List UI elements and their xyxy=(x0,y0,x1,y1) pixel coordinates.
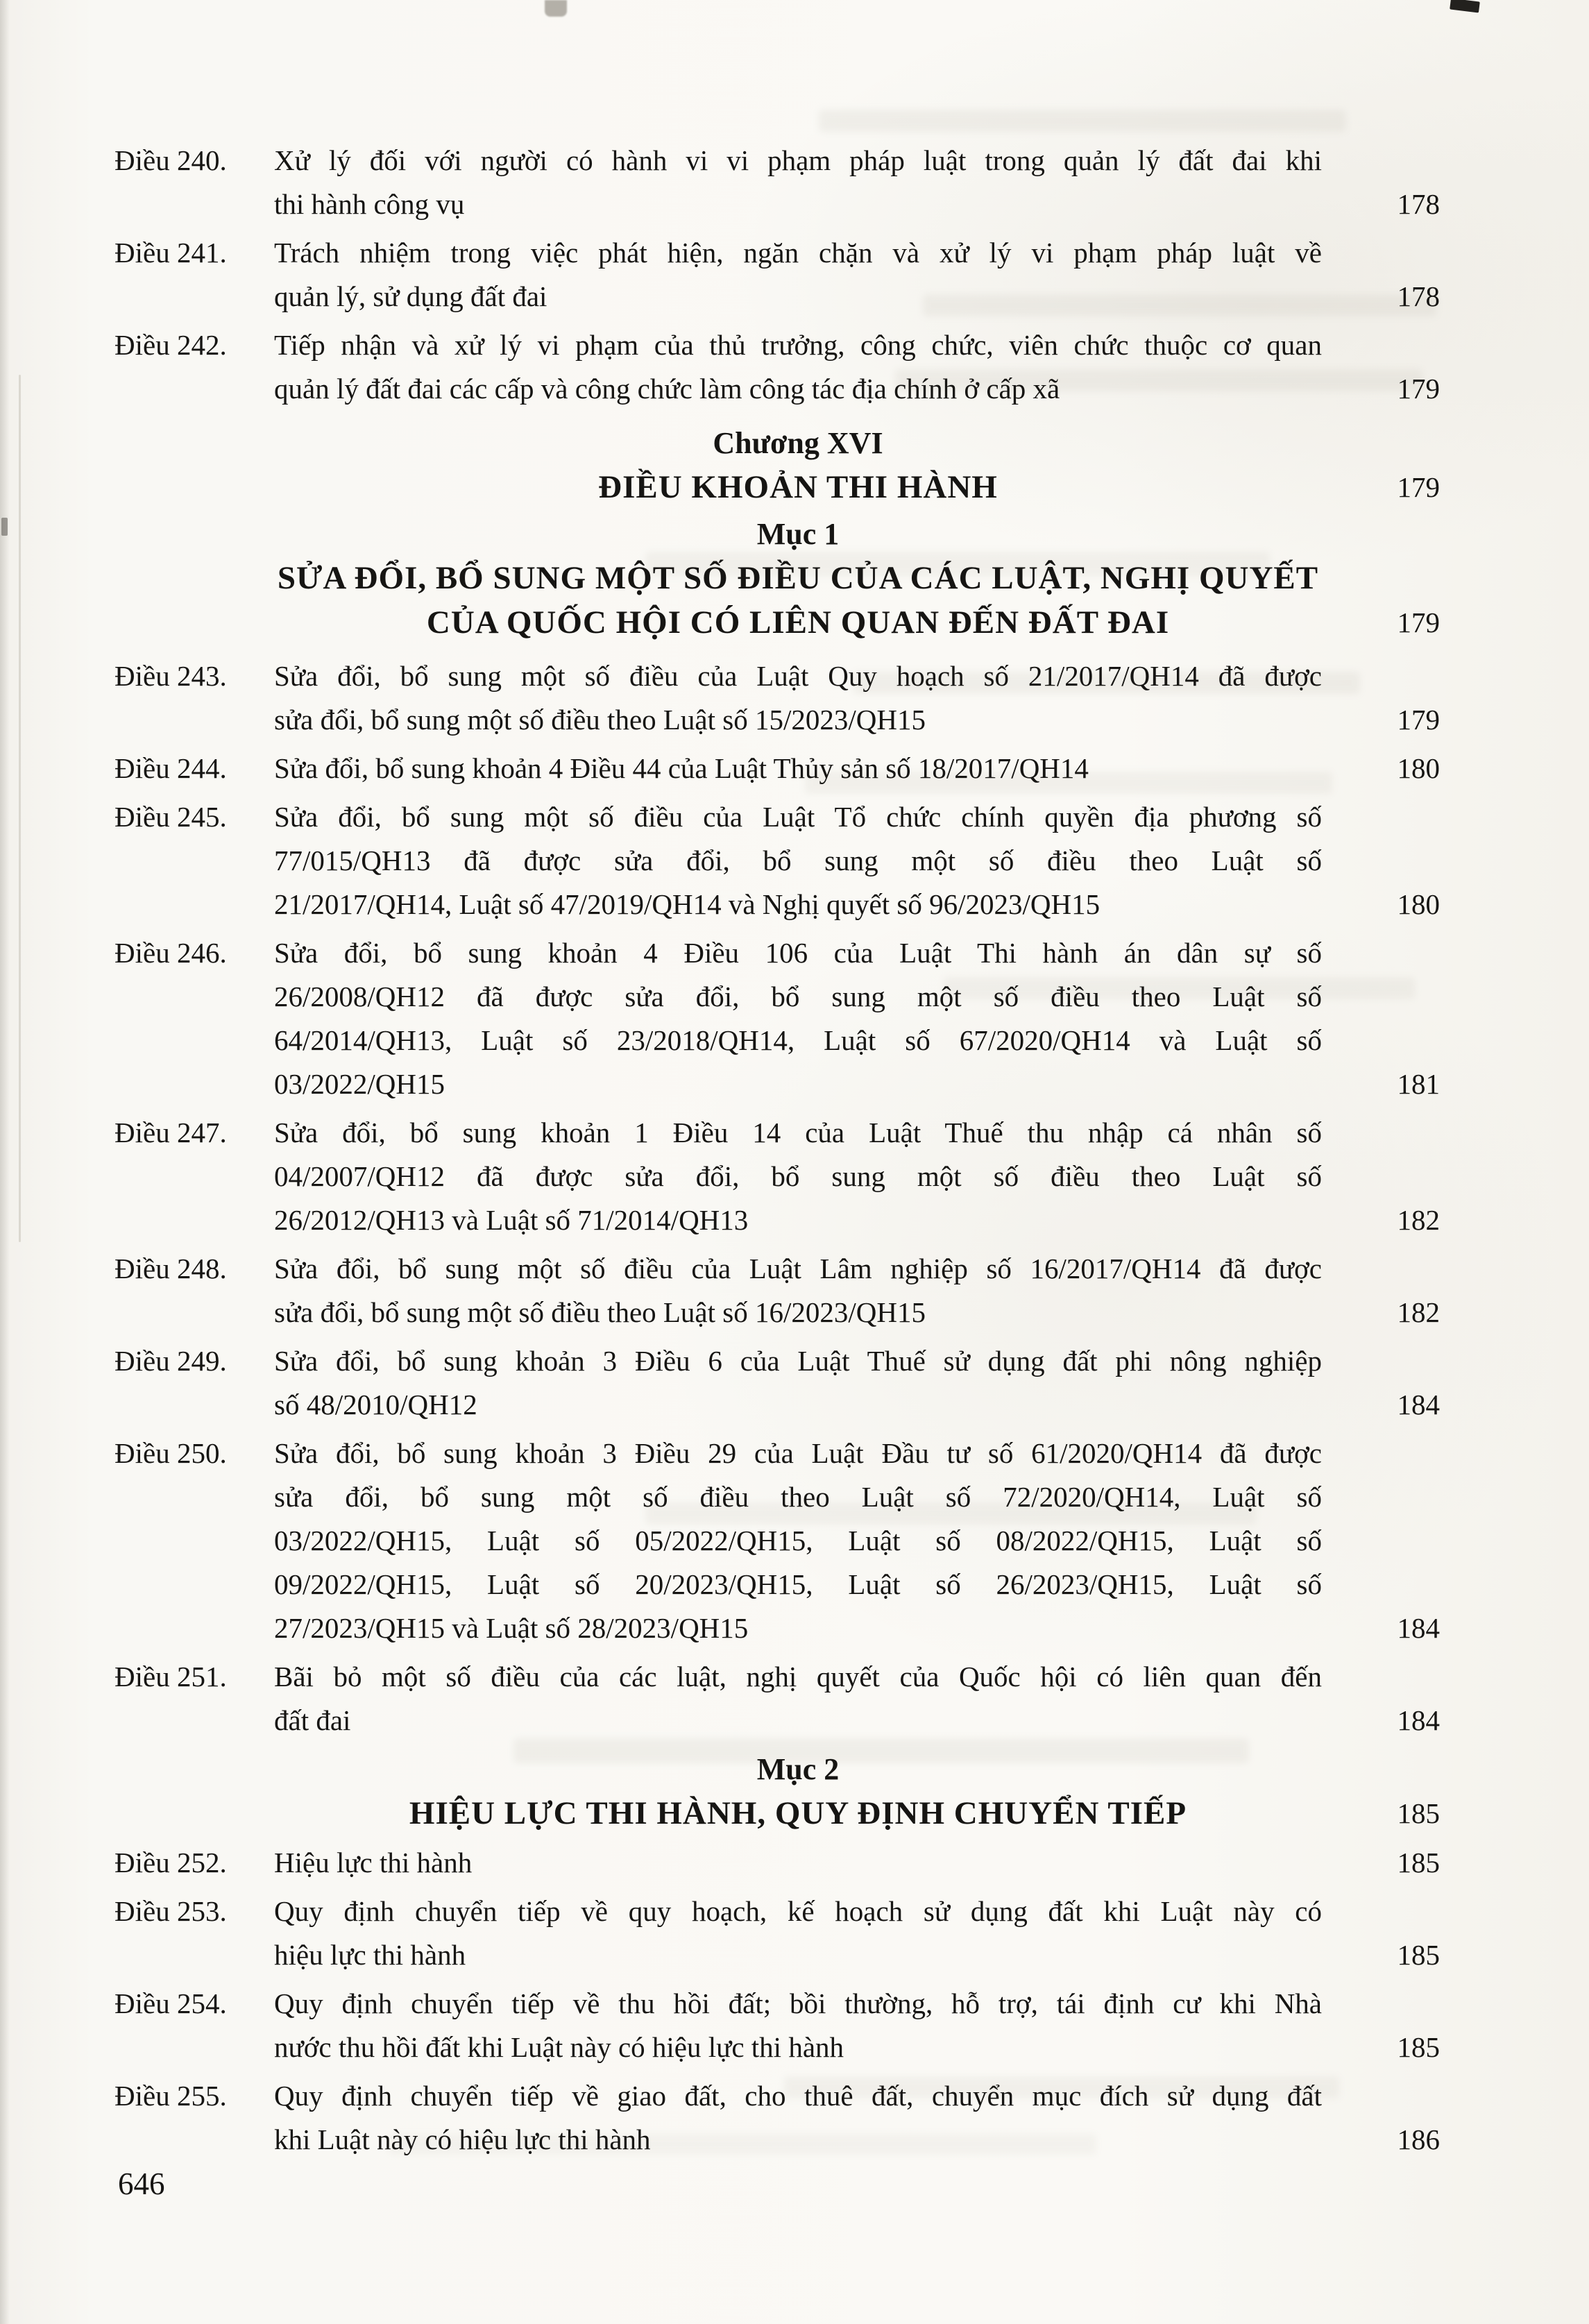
toc-entry-dieu-252 xyxy=(114,1841,1440,1885)
entry-text-line: sửa đổi, bổ sung một số điều theo Luật số 15/2023/QH15 xyxy=(274,704,926,736)
entry-text-line: quản lý, sử dụng đất đai xyxy=(274,280,547,312)
entry-text-line: sửa đổi, bổ sung một số điều theo Luật số 16/2023/QH15 xyxy=(274,1296,926,1328)
entry-page-number: 182 xyxy=(1397,1204,1440,1236)
entry-text-line: Sửa đổi, bổ sung khoản 1 Điều 14 của Luật Thuế thu nhập cá nhân số xyxy=(274,1117,1322,1148)
entry-label: Điều 241. xyxy=(114,237,227,269)
entry-page-number: 180 xyxy=(1397,752,1440,784)
toc-entry-dieu-246 xyxy=(114,931,1440,1106)
entry-label: Điều 246. xyxy=(114,937,227,969)
chapter-title: ĐIỀU KHOẢN THI HÀNH xyxy=(598,469,998,505)
entry-text-line: Sửa đổi, bổ sung một số điều của Luật Quy hoạch số 21/2017/QH14 đã được xyxy=(274,660,1322,692)
scan-speck xyxy=(1,518,8,536)
entry-text-line: sửa đổi, bổ sung một số điều theo Luật số 72/2020/QH14, Luật số xyxy=(274,1481,1322,1513)
entry-page-number: 186 xyxy=(1397,2123,1440,2155)
entry-text-line: đất đai xyxy=(274,1704,351,1736)
entry-page-number: 180 xyxy=(1397,888,1440,920)
entry-label: Điều 244. xyxy=(114,752,227,784)
entry-text-line: nước thu hồi đất khi Luật này có hiệu lực thi hành xyxy=(274,2031,844,2063)
entry-text-line: Quy định chuyển tiếp về giao đất, cho thuê đất, chuyển mục đích sử dụng đất xyxy=(274,2080,1322,2112)
entry-text-line: Sửa đổi, bổ sung một số điều của Luật Tổ chức chính quyền địa phương số xyxy=(274,801,1322,833)
entry-text-line: Sửa đổi, bổ sung khoản 3 Điều 6 của Luật Thuế sử dụng đất phi nông nghiệp xyxy=(274,1345,1322,1377)
book-page-number: 646 xyxy=(118,2166,165,2201)
section-2-kicker: Mục 2 xyxy=(756,1752,840,1786)
toc-entry-dieu-255 xyxy=(114,2074,1440,2162)
entry-label: Điều 254. xyxy=(114,1987,227,2019)
entry-label: Điều 240. xyxy=(114,144,227,176)
entry-text-line: Hiệu lực thi hành xyxy=(274,1847,473,1878)
scan-crease-artifact xyxy=(19,375,21,1242)
entry-text-line: 26/2008/QH12 đã được sửa đổi, bổ sung một số điều theo Luật số xyxy=(274,981,1322,1012)
table-of-contents xyxy=(114,139,1440,2166)
entry-text-line: khi Luật này có hiệu lực thi hành xyxy=(274,2123,651,2155)
entry-page-number: 182 xyxy=(1397,1296,1440,1328)
entry-label: Điều 242. xyxy=(114,329,227,361)
entry-text-line: Sửa đổi, bổ sung khoản 4 Điều 44 của Luật Thủy sản số 18/2017/QH14 xyxy=(274,752,1089,784)
entry-page-number: 179 xyxy=(1397,704,1440,736)
toc-entry-dieu-248 xyxy=(114,1247,1440,1334)
entry-text-line: quản lý đất đai các cấp và công chức làm công tác địa chính ở cấp xã xyxy=(274,373,1060,405)
entry-label: Điều 255. xyxy=(114,2080,227,2112)
entry-text-line: Quy định chuyển tiếp về thu hồi đất; bồi thường, hỗ trợ, tái định cư khi Nhà xyxy=(274,1987,1322,2019)
entry-page-number: 181 xyxy=(1397,1068,1440,1100)
chapter-kicker: Chương XVI xyxy=(713,426,883,460)
entry-page-number: 178 xyxy=(1397,280,1440,312)
toc-entry-dieu-242 xyxy=(114,323,1440,411)
toc-entry-dieu-240 xyxy=(114,139,1440,226)
entry-text-line: thi hành công vụ xyxy=(274,188,465,220)
entry-text-line: Sửa đổi, bổ sung khoản 3 Điều 29 của Luật Đầu tư số 61/2020/QH14 đã được xyxy=(274,1437,1322,1469)
entry-page-number: 184 xyxy=(1397,1389,1440,1420)
toc-entry-dieu-251 xyxy=(114,1655,1440,1742)
section-1-title-line1: SỬA ĐỔI, BỔ SUNG MỘT SỐ ĐIỀU CỦA CÁC LUẬT, NGHỊ QUYẾT xyxy=(277,560,1319,596)
section-2-heading-block xyxy=(114,1747,1440,1835)
toc-entry-dieu-253 xyxy=(114,1890,1440,1977)
entry-text-line: Xử lý đối với người có hành vi vi phạm pháp luật trong quản lý đất đai khi xyxy=(274,144,1322,176)
chapter-page-number: 179 xyxy=(1397,471,1440,503)
entry-text-line: Quy định chuyển tiếp về quy hoạch, kế hoạch sử dụng đất khi Luật này có xyxy=(274,1895,1322,1927)
entry-text-line: Tiếp nhận và xử lý vi phạm của thủ trưởng, công chức, viên chức thuộc cơ quan xyxy=(274,329,1322,361)
entry-page-number: 179 xyxy=(1397,373,1440,405)
entry-label: Điều 248. xyxy=(114,1253,227,1284)
section-1-heading-block xyxy=(114,512,1440,645)
scan-speck xyxy=(1450,0,1480,12)
entry-text-line: Sửa đổi, bổ sung một số điều của Luật Lâm nghiệp số 16/2017/QH14 đã được xyxy=(274,1253,1322,1284)
entry-label: Điều 247. xyxy=(114,1117,227,1148)
entry-label: Điều 253. xyxy=(114,1895,227,1927)
entry-page-number: 184 xyxy=(1397,1704,1440,1736)
entry-page-number: 185 xyxy=(1397,1939,1440,1971)
toc-entry-dieu-247 xyxy=(114,1111,1440,1242)
section-2-title: HIỆU LỰC THI HÀNH, QUY ĐỊNH CHUYỂN TIẾP xyxy=(409,1795,1187,1831)
entry-page-number: 185 xyxy=(1397,2031,1440,2063)
entry-text-line: 64/2014/QH13, Luật số 23/2018/QH14, Luật số 67/2020/QH14 và Luật số xyxy=(274,1024,1322,1056)
chapter-heading-block xyxy=(114,421,1440,509)
entry-label: Điều 251. xyxy=(114,1661,227,1693)
toc-entry-dieu-249 xyxy=(114,1339,1440,1427)
entry-page-number: 184 xyxy=(1397,1612,1440,1644)
entry-text-line: 21/2017/QH14, Luật số 47/2019/QH14 và Nghị quyết số 96/2023/QH15 xyxy=(274,888,1101,920)
section-1-kicker: Mục 1 xyxy=(756,517,840,551)
toc-entry-dieu-254 xyxy=(114,1982,1440,2069)
entry-text-line: 04/2007/QH12 đã được sửa đổi, bổ sung một số điều theo Luật số xyxy=(274,1160,1322,1192)
section-2-page-number: 185 xyxy=(1397,1797,1440,1829)
entry-text-line: hiệu lực thi hành xyxy=(274,1939,466,1971)
entry-label: Điều 243. xyxy=(114,660,227,692)
entry-text-line: số 48/2010/QH12 xyxy=(274,1389,477,1420)
entry-text-line: 26/2012/QH13 và Luật số 71/2014/QH13 xyxy=(274,1204,749,1236)
toc-entry-dieu-243 xyxy=(114,654,1440,742)
entry-label: Điều 245. xyxy=(114,801,227,833)
entry-text-line: Bãi bỏ một số điều của các luật, nghị quyết của Quốc hội có liên quan đến xyxy=(274,1661,1322,1693)
entry-text-line: Trách nhiệm trong việc phát hiện, ngăn chặn và xử lý vi phạm pháp luật về xyxy=(274,237,1322,269)
entry-page-number: 185 xyxy=(1397,1847,1440,1878)
entry-label: Điều 250. xyxy=(114,1437,227,1469)
toc-entry-dieu-245 xyxy=(114,795,1440,926)
entry-text-line: 09/2022/QH15, Luật số 20/2023/QH15, Luật số 26/2023/QH15, Luật số xyxy=(274,1568,1322,1600)
scan-speck xyxy=(545,0,567,17)
entry-text-line: 03/2022/QH15 xyxy=(274,1068,445,1100)
toc-entry-dieu-244 xyxy=(114,747,1440,790)
scan-edge-shadow xyxy=(0,0,10,2324)
toc-entry-dieu-241 xyxy=(114,231,1440,319)
entry-label: Điều 249. xyxy=(114,1345,227,1377)
entry-page-number: 178 xyxy=(1397,188,1440,220)
toc-entry-dieu-250 xyxy=(114,1432,1440,1650)
entry-text-line: 03/2022/QH15, Luật số 05/2022/QH15, Luật số 08/2022/QH15, Luật số xyxy=(274,1525,1322,1557)
entry-label: Điều 252. xyxy=(114,1847,227,1878)
entry-text-line: 27/2023/QH15 và Luật số 28/2023/QH15 xyxy=(274,1612,749,1644)
section-1-page-number: 179 xyxy=(1397,607,1440,638)
entry-text-line: 77/015/QH13 đã được sửa đổi, bổ sung một số điều theo Luật số xyxy=(274,845,1322,876)
entry-text-line: Sửa đổi, bổ sung khoản 4 Điều 106 của Luật Thi hành án dân sự số xyxy=(274,937,1322,969)
bleed-through-artifact xyxy=(819,110,1346,132)
section-1-title-line2: CỦA QUỐC HỘI CÓ LIÊN QUAN ĐẾN ĐẤT ĐAI xyxy=(426,604,1170,641)
